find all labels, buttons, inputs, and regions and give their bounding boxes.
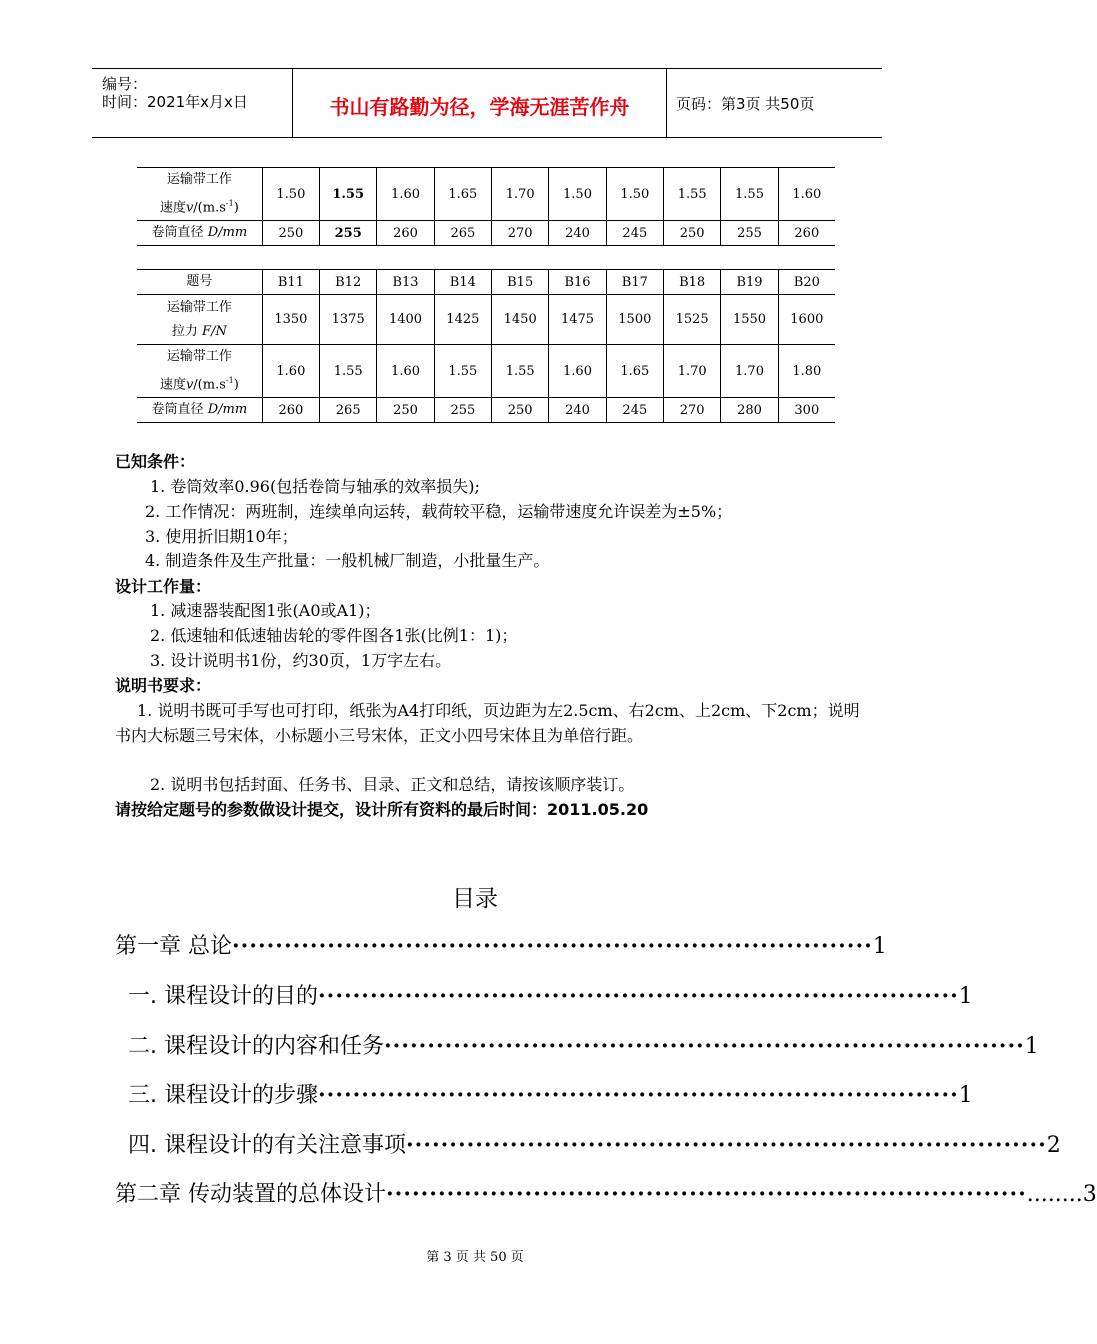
condition-item: 1. 卷筒效率0.96(包括卷筒与轴承的效率损失); [150, 477, 480, 496]
table-cell: 260 [778, 221, 835, 246]
deadline-notice: 请按给定题号的参数做设计提交，设计所有资料的最后时间：2011.05.20 [115, 800, 649, 819]
toc-entry-title: 第二章 传动装置的总体设计 [115, 1182, 386, 1207]
column-header: B12 [320, 270, 377, 295]
column-header: B20 [778, 270, 835, 295]
header-motto: 书山有路勤为径，学海无涯苦作舟 [329, 95, 630, 119]
row-label: 运输带工作 速度$v/(m.s^{-1})$ [137, 168, 262, 221]
table-cell: 1375 [320, 295, 377, 345]
table-cell: 240 [549, 221, 606, 246]
table-cell: 255 [434, 398, 491, 423]
column-header: B15 [492, 270, 549, 295]
table-cell: 255 [721, 221, 778, 246]
table-cell: 1.60 [778, 168, 835, 221]
workload-item: 1. 减速器装配图1张(A0或A1)； [150, 601, 381, 620]
table-cell: 250 [377, 398, 434, 423]
table-cell: 1425 [434, 295, 491, 345]
toc-entry-title: 二. 课程设计的内容和任务 [128, 1034, 384, 1059]
parameter-table-2 [137, 269, 835, 423]
toc-entry[interactable] [128, 1128, 1061, 1162]
table-cell: 1.55 [492, 345, 549, 398]
table-cell: 1.55 [320, 168, 377, 221]
table-cell: 255 [320, 221, 377, 246]
manual-item-1: 1. 说明书既可手写也可打印，纸张为A4打印纸，页边距为左2.5cm、右2cm、上2cm、下2cm；说明书内大标题三号宋体，小标题小三号宋体，正文小四号宋体且为单倍行距。 [115, 701, 860, 745]
toc-entry-page: 3 [1082, 1182, 1097, 1207]
table-cell: 240 [549, 398, 606, 423]
column-header: B13 [377, 270, 434, 295]
column-header: B16 [549, 270, 606, 295]
table-cell: 260 [262, 398, 319, 423]
workload-heading: 设计工作量： [115, 577, 212, 596]
table-cell: 270 [492, 221, 549, 246]
toc-entry-page: 2 [1046, 1133, 1061, 1158]
toc-dot-leader: ·········································································· [232, 933, 873, 959]
toc-title: 目录 [452, 886, 498, 912]
header-label: 题号 [137, 270, 262, 295]
toc-entry-page: 1 [872, 934, 887, 959]
header-time-label: 时间：2021年x月x日 [102, 93, 248, 111]
row-label: 运输带工作 拉力 F/N [137, 295, 262, 345]
table-cell: 1.50 [262, 168, 319, 221]
toc-entry-page: 1 [958, 984, 973, 1009]
table-cell: 265 [320, 398, 377, 423]
table-row [137, 221, 835, 246]
column-header: B17 [606, 270, 663, 295]
table-cell: 250 [262, 221, 319, 246]
table-row [137, 345, 835, 398]
toc-entry-title: 四. 课程设计的有关注意事项 [128, 1133, 406, 1158]
toc-entry-title: 三. 课程设计的步骤 [128, 1083, 318, 1108]
table-cell: 1.55 [434, 345, 491, 398]
condition-item: 2. 工作情况：两班制，连续单向运转，载荷较平稳，运输带速度允许误差为±5%； [145, 502, 733, 521]
table-cell: 1.50 [606, 168, 663, 221]
condition-item: 3. 使用折旧期10年； [145, 527, 298, 546]
toc-entry[interactable] [115, 929, 887, 963]
table-cell: 1550 [721, 295, 778, 345]
header-page-label: 页码：第3页 共50页 [676, 95, 815, 113]
manual-heading: 说明书要求： [115, 676, 212, 695]
table-cell: 1.50 [549, 168, 606, 221]
page-footer: 第 3 页 共 50 页 [426, 1250, 524, 1265]
toc-dot-leader: ·········································································· [406, 1132, 1047, 1158]
column-header: B11 [262, 270, 319, 295]
row-label: 卷筒直径 D/mm [137, 398, 262, 423]
table-cell: 250 [664, 221, 721, 246]
table-cell: 250 [492, 398, 549, 423]
table-cell: 1500 [606, 295, 663, 345]
column-header: B19 [721, 270, 778, 295]
toc-entry-page: 1 [1024, 1034, 1039, 1059]
table-cell: 1350 [262, 295, 319, 345]
table-cell: 1.70 [492, 168, 549, 221]
table-header-row [137, 270, 835, 295]
table-cell: 1.55 [721, 168, 778, 221]
table-cell: 245 [606, 398, 663, 423]
table-cell: 1400 [377, 295, 434, 345]
header-left-cell [92, 69, 292, 137]
table-cell: 1600 [778, 295, 835, 345]
table-cell: 1.65 [606, 345, 663, 398]
table-row [137, 168, 835, 221]
toc-entry[interactable] [128, 1029, 1039, 1063]
row-label: 卷筒直径 D/mm [137, 221, 262, 246]
table-cell: 1.65 [434, 168, 491, 221]
toc-entry[interactable] [128, 1078, 973, 1112]
table-row [137, 398, 835, 423]
toc-entry-trail: ........ [1026, 1182, 1083, 1207]
table-row [137, 295, 835, 345]
condition-item: 4. 制造条件及生产批量：一般机械厂制造，小批量生产。 [145, 551, 550, 570]
toc-entry[interactable] [128, 979, 973, 1013]
toc-entry[interactable] [115, 1177, 1097, 1211]
table-cell: 1475 [549, 295, 606, 345]
toc-dot-leader: ·········································································· [386, 1181, 1027, 1207]
table-cell: 300 [778, 398, 835, 423]
table-cell: 1.80 [778, 345, 835, 398]
table-cell: 245 [606, 221, 663, 246]
table-cell: 1.70 [721, 345, 778, 398]
table-cell: 1525 [664, 295, 721, 345]
toc-entry-page: 1 [958, 1083, 973, 1108]
table-cell: 1.55 [664, 168, 721, 221]
table-cell: 1.55 [320, 345, 377, 398]
toc-dot-leader: ·········································································· [318, 983, 959, 1009]
parameter-table-1 [137, 167, 835, 246]
manual-item-2: 2. 说明书包括封面、任务书、目录、正文和总结，请按该顺序装订。 [150, 775, 635, 794]
toc-dot-leader: ·········································································· [384, 1033, 1025, 1059]
column-header: B18 [664, 270, 721, 295]
column-header: B14 [434, 270, 491, 295]
table-cell: 1.60 [262, 345, 319, 398]
table-cell: 1.60 [377, 345, 434, 398]
table-cell: 265 [434, 221, 491, 246]
toc-entry-title: 第一章 总论 [115, 934, 232, 959]
header-right-cell [666, 69, 882, 137]
workload-item: 2. 低速轴和低速轴齿轮的零件图各1张(比例1：1)； [150, 626, 518, 645]
toc-dot-leader: ·········································································· [318, 1082, 959, 1108]
conditions-heading: 已知条件： [115, 452, 196, 471]
table-cell: 1.60 [549, 345, 606, 398]
header-center-cell [292, 69, 667, 137]
table-cell: 1.60 [377, 168, 434, 221]
table-cell: 270 [664, 398, 721, 423]
workload-item: 3. 设计说明书1份，约30页，1万字左右。 [150, 651, 452, 670]
toc-entry-title: 一. 课程设计的目的 [128, 984, 318, 1009]
row-label: 运输带工作 速度$v/(m.s^{-1})$ [137, 345, 262, 398]
table-cell: 1450 [492, 295, 549, 345]
table-cell: 1.70 [664, 345, 721, 398]
header-number-label: 编号： [102, 75, 148, 93]
page-header [92, 68, 882, 138]
table-cell: 260 [377, 221, 434, 246]
table-cell: 280 [721, 398, 778, 423]
